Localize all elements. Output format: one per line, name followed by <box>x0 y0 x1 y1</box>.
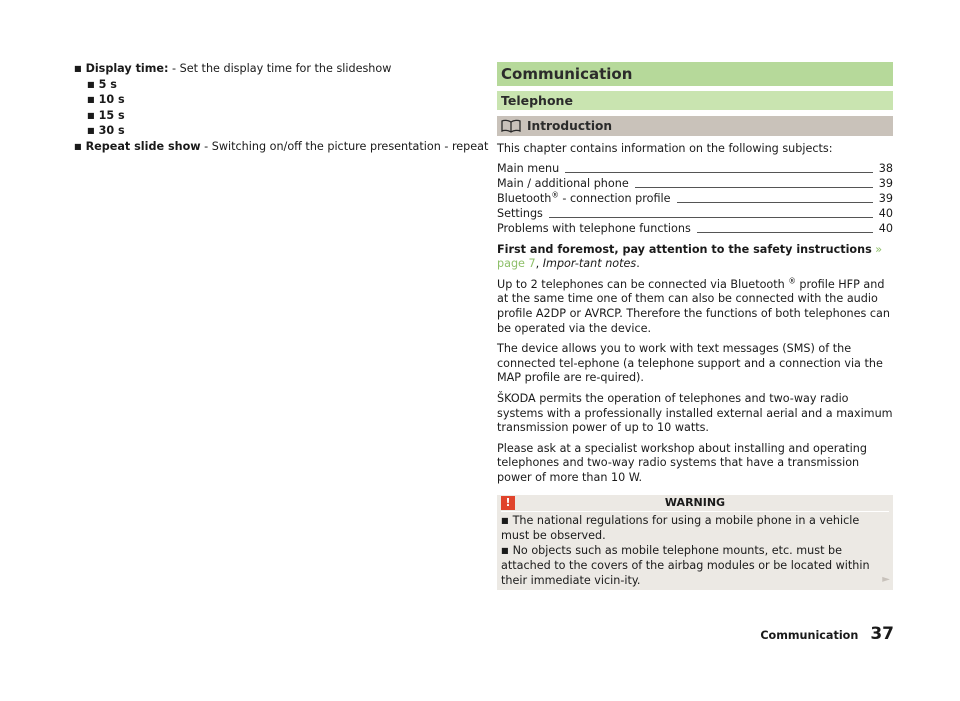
bluetooth-paragraph-b: profile HFP and at the same time one of them can also be connected with the audio profile A2DP or AVRCP. Therefore the functions of both telephones can be operated via the device. <box>497 277 891 335</box>
safety-note <box>497 243 893 272</box>
warning-box <box>497 495 893 591</box>
repeat-slideshow-desc: - Switching on/off the picture presentation - repeat <box>200 139 489 153</box>
toc-label: Main menu <box>497 162 560 175</box>
table-of-contents <box>497 162 893 237</box>
toc-leader <box>565 172 873 173</box>
toc-label: Main / additional phone <box>497 177 629 190</box>
book-icon <box>501 119 521 133</box>
section-heading: Telephone <box>497 91 893 110</box>
footer-chapter-label: Communication <box>760 629 859 642</box>
display-time-option <box>74 124 474 140</box>
toc-row[interactable] <box>497 192 893 207</box>
toc-row[interactable] <box>497 222 893 237</box>
repeat-slideshow-item <box>74 139 489 156</box>
toc-page: 40 <box>878 222 893 235</box>
safety-sep: , <box>535 257 543 271</box>
skoda-paragraph: ŠKODA permits the operation of telephones and two-way radio systems with a professionally installed external aerial and a maximum transmission power of up to 10 watts. <box>497 391 893 435</box>
warning-item: ■ No objects such as mobile telephone mounts, etc. must be attached to the covers of the airbag modules or be located within their immediate vicin-ity. <box>501 544 889 589</box>
warning-item: ■ The national regulations for using a mobile phone in a vehicle must be observed. <box>501 514 889 544</box>
warning-title: WARNING <box>664 495 726 509</box>
option-label: 10 s <box>98 93 125 107</box>
right-column <box>497 62 893 590</box>
page-number: 37 <box>870 624 894 644</box>
workshop-paragraph: Please ask at a specialist workshop about installing and operating telephones and two-way radio systems that have a transmission power of more than 10 W. <box>497 441 867 484</box>
option-label: 5 s <box>98 77 117 91</box>
display-time-option <box>74 78 474 94</box>
exclamation-icon: ! <box>501 496 515 510</box>
toc-label: Settings <box>497 207 543 220</box>
toc-label <box>497 192 671 207</box>
bluetooth-paragraph-a: Up to 2 telephones can be connected via Bluetooth <box>497 277 789 291</box>
sms-paragraph: The device allows you to work with text messages (SMS) of the connected tel-ephone (a telephone support and a connection via the MAP profile are re-quired). <box>497 342 883 385</box>
toc-label-text: Bluetooth <box>497 192 552 205</box>
option-label: 15 s <box>98 108 125 122</box>
intro-heading <box>497 116 893 136</box>
toc-row[interactable] <box>497 207 893 222</box>
display-time-option <box>74 93 474 109</box>
toc-leader <box>697 232 873 233</box>
registered-mark: ® <box>788 276 796 286</box>
toc-page: 38 <box>878 162 893 175</box>
toc-leader <box>677 202 873 203</box>
left-column <box>74 62 489 156</box>
repeat-slideshow-label: Repeat slide show <box>85 139 201 153</box>
triangle-right-icon: ► <box>882 573 890 585</box>
toc-row[interactable] <box>497 162 893 177</box>
display-time-label: Display time: <box>85 62 169 75</box>
toc-page: 40 <box>878 207 893 220</box>
registered-mark: ® <box>551 190 559 200</box>
bluetooth-paragraph <box>497 278 893 336</box>
option-label: 30 s <box>98 124 125 138</box>
page-link[interactable]: » page 7 <box>497 242 883 271</box>
toc-label: Problems with telephone functions <box>497 222 691 235</box>
toc-page: 39 <box>878 192 893 205</box>
toc-leader <box>549 217 873 218</box>
toc-label-rest: - connection profile <box>558 192 671 205</box>
warning-header <box>501 495 889 512</box>
toc-page: 39 <box>878 177 893 190</box>
display-time-item <box>74 62 474 78</box>
page-footer <box>760 624 894 644</box>
display-time-option <box>74 109 474 125</box>
toc-leader <box>635 187 873 188</box>
safety-end: . <box>636 257 640 271</box>
intro-text: This chapter contains information on the following subjects: <box>497 142 833 155</box>
safety-ref-title: Impor-tant notes <box>542 257 637 271</box>
intro-heading-label: Introduction <box>527 119 613 133</box>
display-time-desc: - Set the display time for the slideshow <box>168 62 392 75</box>
chapter-heading: Communication <box>497 62 893 86</box>
safety-note-bold: First and foremost, pay attention to the safety instructions <box>497 242 872 256</box>
warning-body <box>501 512 889 589</box>
